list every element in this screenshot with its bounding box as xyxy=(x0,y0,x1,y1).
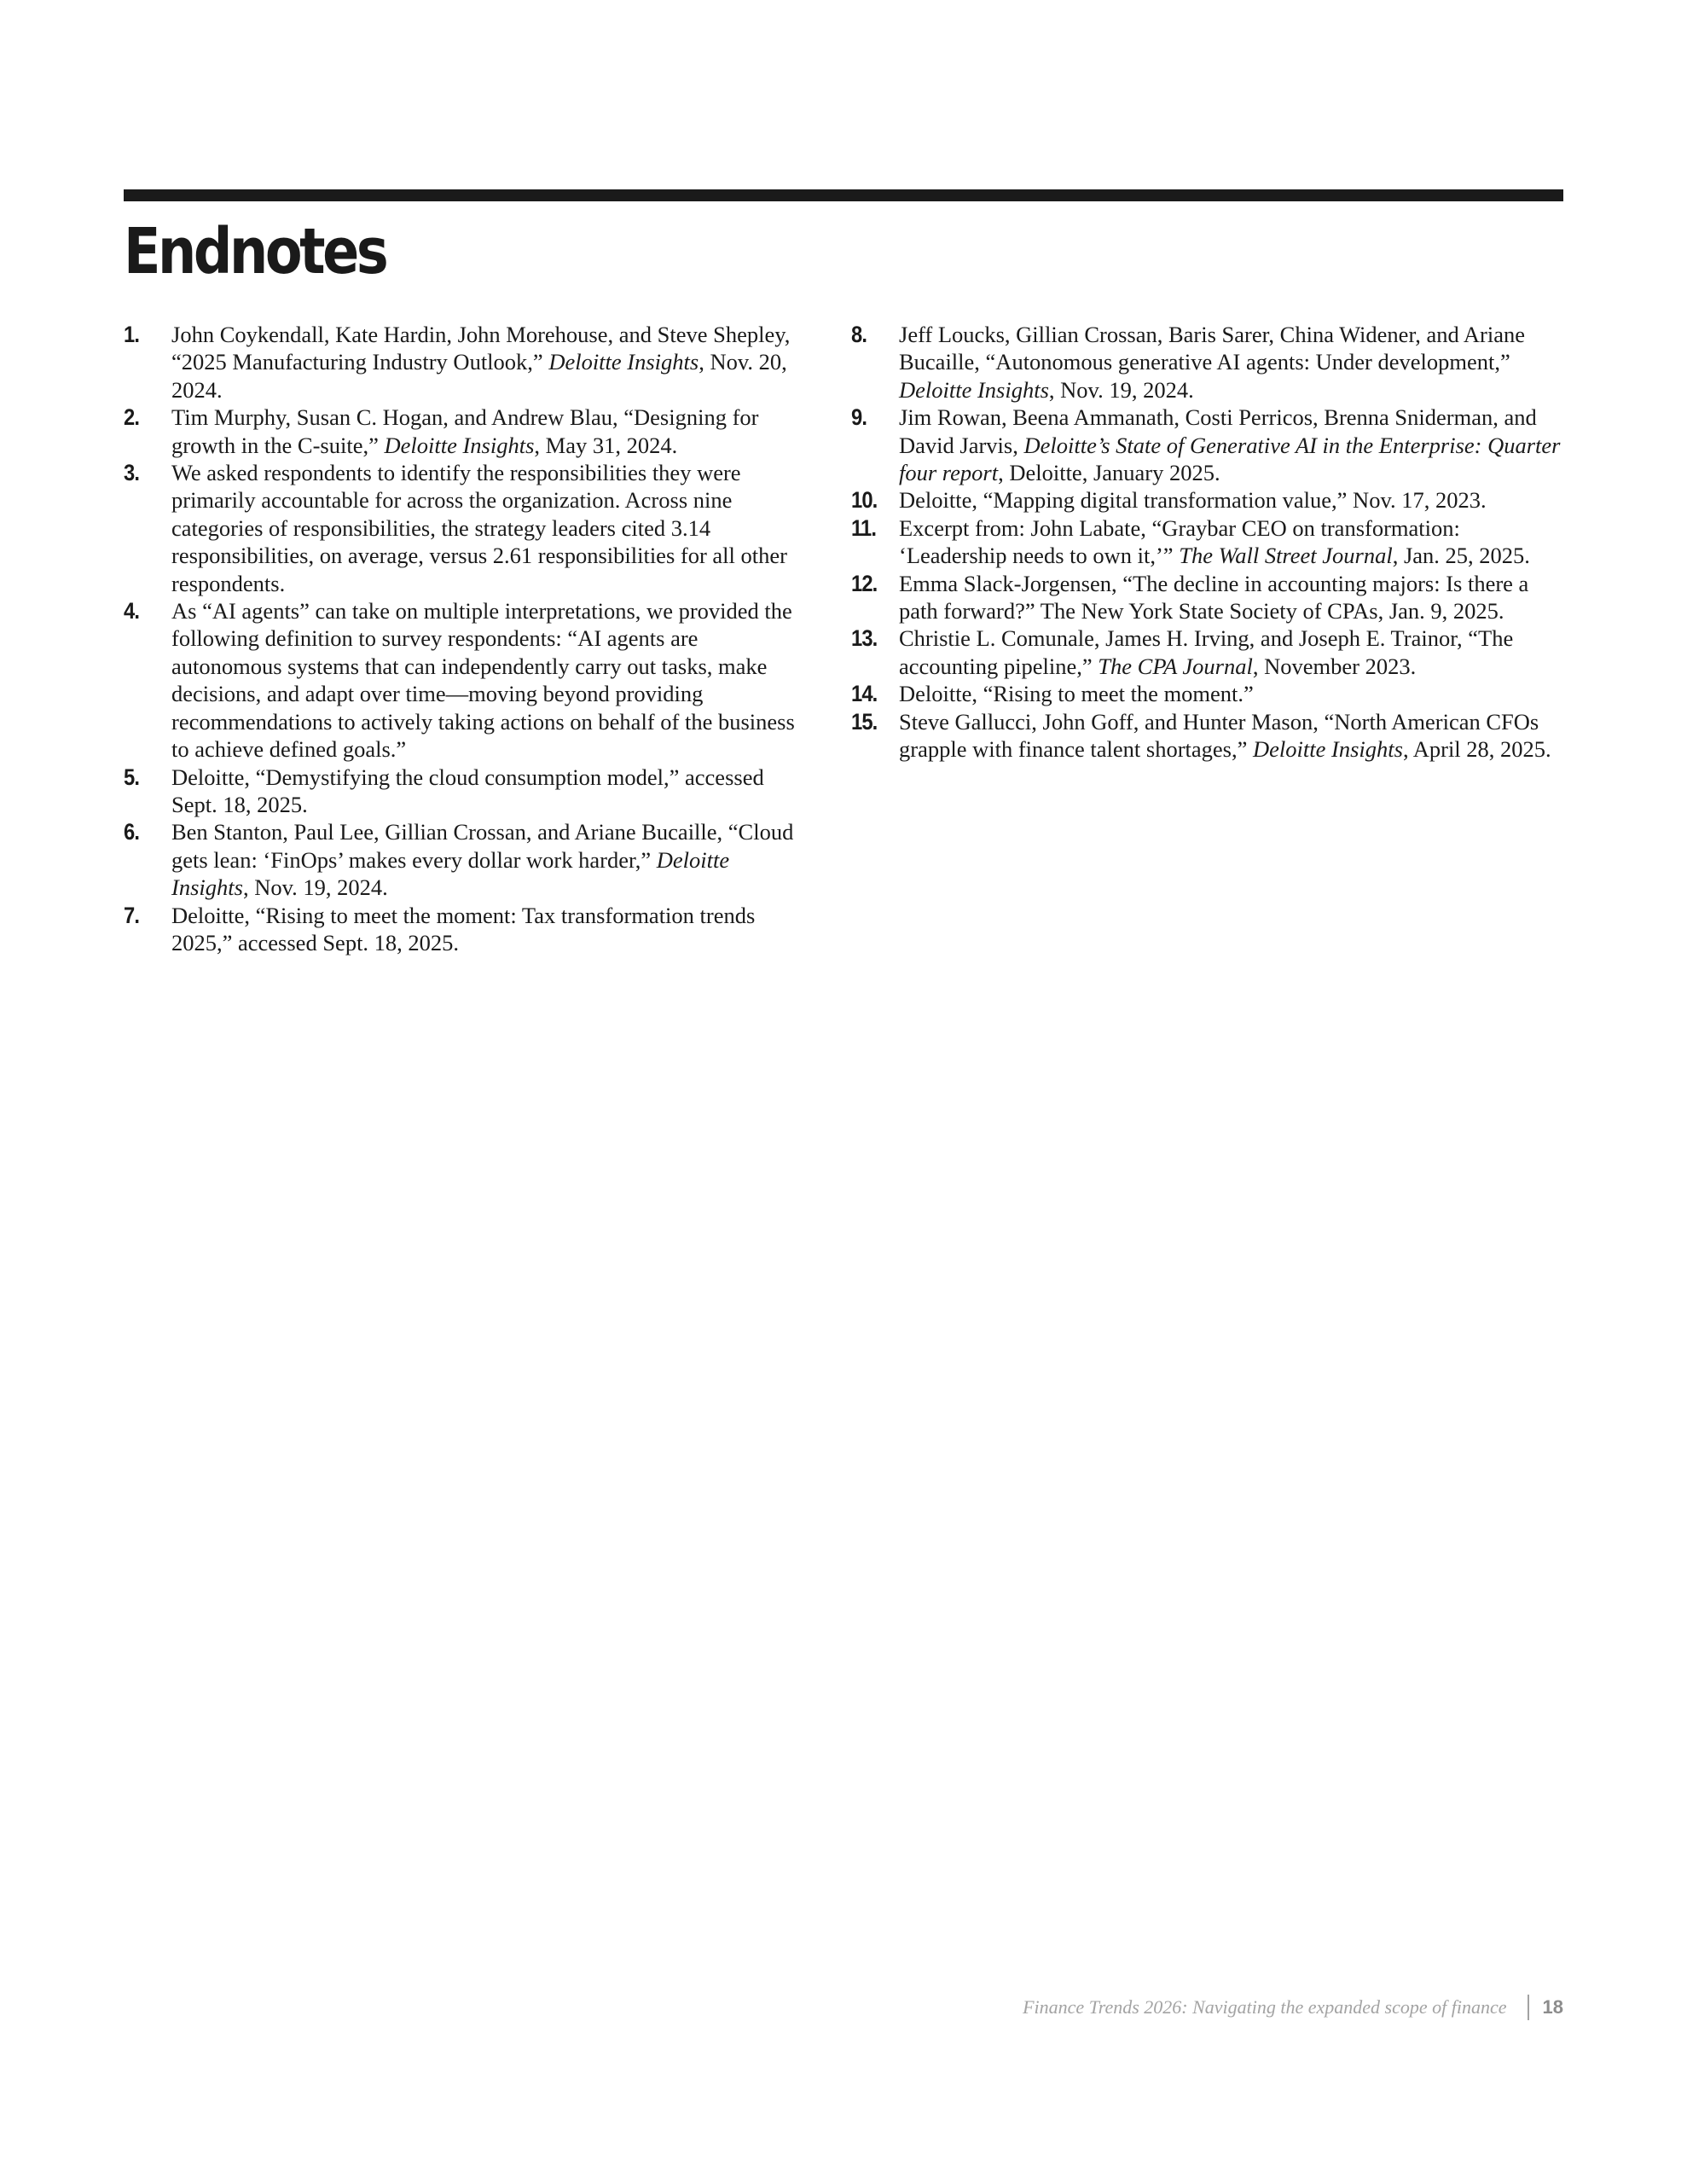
endnote-item xyxy=(851,404,1563,486)
endnote-text-segment: Deloitte, “Rising to meet the moment: Tax transformation trends 2025,” accessed Sept. 18, 2025. xyxy=(171,902,756,956)
endnote-number: 8. xyxy=(851,322,867,347)
endnote-number: 5. xyxy=(124,764,140,790)
endnote-number: 13. xyxy=(851,625,878,652)
endnote-item xyxy=(124,404,806,459)
endnote-text-segment: , May 31, 2024. xyxy=(534,432,678,458)
endnote-number: 11. xyxy=(851,514,877,541)
endnote-text xyxy=(899,404,1560,485)
endnote-text-segment: We asked respondents to identify the responsibilities they were primarily accountable for across the organization. Across nine categories of responsibilities, the strategy leaders cited 3.14 responsibilities, on average, versus 2.61 responsibilities for all other respondents. xyxy=(171,460,787,596)
endnote-text-segment: John Coykendall, Kate Hardin, John Morehouse, and Steve Shepley, “2025 Manufacturing Industry Outlook,” xyxy=(171,322,791,375)
endnote-item xyxy=(124,321,806,404)
endnote-text-segment: , November 2023. xyxy=(1252,653,1417,679)
endnote-text xyxy=(899,487,1487,513)
page-number: 18 xyxy=(1542,1996,1563,2018)
endnote-source-title: Deloitte Insights xyxy=(1253,736,1403,763)
endnote-source-title: Deloitte Insights xyxy=(384,432,535,458)
endnote-number: 2. xyxy=(124,404,140,431)
endnote-text-segment: Jim Rowan, Beena Ammanath, Costi Perricos, Brenna Sniderman, and David Jarvis, xyxy=(899,404,1537,458)
endnote-source-title: The Wall Street Journal xyxy=(1179,543,1393,569)
endnotes-column-right xyxy=(851,321,1563,764)
endnote-number: 12. xyxy=(851,570,878,596)
endnote-text-segment: As “AI agents” can take on multiple interpretations, we provided the following definition to survey respondents: “AI agents are autonomous systems that can independently carry out tasks, make decisions, and adapt over time—moving beyond providing recommendations to actively taking actions on behalf of the business to achieve defined goals.” xyxy=(171,598,795,763)
endnote-number: 9. xyxy=(851,404,867,431)
endnote-text xyxy=(899,515,1530,568)
endnote-item xyxy=(851,624,1563,680)
endnote-text xyxy=(899,571,1528,624)
endnote-item xyxy=(851,708,1563,764)
endnote-item xyxy=(851,680,1563,707)
endnote-text-segment: Emma Slack-Jorgensen, “The decline in accounting majors: Is there a path forward?” The New York State Society of CPAs, Jan. 9, 2025. xyxy=(899,570,1529,624)
endnote-text-segment: Ben Stanton, Paul Lee, Gillian Crossan, and Ariane Bucaille, “Cloud gets lean: ‘FinOps’ makes every dollar work harder,” xyxy=(171,819,794,873)
endnote-text-segment: Excerpt from: John Labate, “Graybar CEO on transformation: ‘Leadership needs to own it,’” xyxy=(899,514,1460,569)
endnote-item xyxy=(124,459,806,597)
endnote-number: 10. xyxy=(851,487,878,514)
endnote-text-segment: Christie L. Comunale, James H. Irving, and Joseph E. Trainor, “The accounting pipeline,” xyxy=(899,625,1514,679)
endnote-source-title: Deloitte’s State of Generative AI in the Enterprise: Quarter four report xyxy=(899,432,1561,486)
endnote-text-segment: Jeff Loucks, Gillian Crossan, Baris Sarer, China Widener, and Ariane Bucaille, “Autonomous generative AI agents: Under development,” xyxy=(899,322,1525,375)
endnote-text xyxy=(171,404,758,457)
endnote-text xyxy=(171,903,755,956)
endnote-text xyxy=(171,819,793,900)
endnote-text xyxy=(899,322,1525,403)
endnote-item xyxy=(851,486,1563,514)
page-footer xyxy=(1023,1992,1563,2023)
endnote-item xyxy=(124,764,806,819)
endnote-item xyxy=(851,570,1563,625)
endnote-number: 15. xyxy=(851,708,878,735)
endnote-source-title: The CPA Journal xyxy=(1098,653,1253,679)
endnotes-column-left xyxy=(124,321,806,956)
endnote-text-segment: Deloitte, “Demystifying the cloud consumption model,” accessed Sept. 18, 2025. xyxy=(171,764,764,817)
endnote-number: 1. xyxy=(124,322,140,347)
endnote-source-title: Deloitte Insights xyxy=(899,376,1049,403)
endnote-number: 14. xyxy=(851,681,878,707)
endnote-number: 6. xyxy=(124,819,140,845)
endnote-text-segment: Deloitte, “Rising to meet the moment.” xyxy=(899,681,1254,707)
endnote-text-segment: , April 28, 2025. xyxy=(1402,736,1551,763)
endnote-text-segment: Deloitte, “Mapping digital transformation value,” Nov. 17, 2023. xyxy=(899,487,1487,514)
endnote-item xyxy=(851,321,1563,404)
endnote-source-title: Deloitte Insights xyxy=(548,349,699,375)
title-rule xyxy=(124,189,1563,201)
endnote-item xyxy=(124,818,806,901)
endnote-text xyxy=(899,625,1513,678)
endnote-text-segment: , Nov. 20, 2024. xyxy=(171,349,787,403)
endnote-text-segment: Steve Gallucci, John Goff, and Hunter Mason, “North American CFOs grapple with finance talent shortages,” xyxy=(899,708,1539,763)
endnote-text-segment: , Nov. 19, 2024. xyxy=(242,874,388,901)
endnote-source-title: Deloitte Insights xyxy=(171,846,730,901)
endnote-item xyxy=(124,597,806,763)
endnote-text xyxy=(171,598,795,762)
endnote-text xyxy=(171,322,790,403)
endnote-text-segment: Tim Murphy, Susan C. Hogan, and Andrew Blau, “Designing for growth in the C-suite,” xyxy=(171,404,759,458)
footer-report-title: Finance Trends 2026: Navigating the expanded scope of finance xyxy=(1023,1996,1507,2018)
endnote-text-segment: , Jan. 25, 2025. xyxy=(1392,543,1530,569)
endnote-text-segment: , Deloitte, January 2025. xyxy=(998,460,1220,486)
endnote-number: 3. xyxy=(124,460,140,486)
endnote-text-segment: , Nov. 19, 2024. xyxy=(1048,376,1194,403)
endnote-text xyxy=(899,709,1551,762)
endnote-item xyxy=(124,902,806,957)
endnote-item xyxy=(851,514,1563,570)
page-title: Endnotes xyxy=(124,215,386,288)
footer-divider xyxy=(1528,1995,1529,2020)
endnote-number: 7. xyxy=(124,902,140,928)
endnote-text xyxy=(171,460,787,596)
endnote-text xyxy=(899,681,1254,706)
endnote-text xyxy=(171,764,764,817)
endnote-number: 4. xyxy=(124,598,140,624)
